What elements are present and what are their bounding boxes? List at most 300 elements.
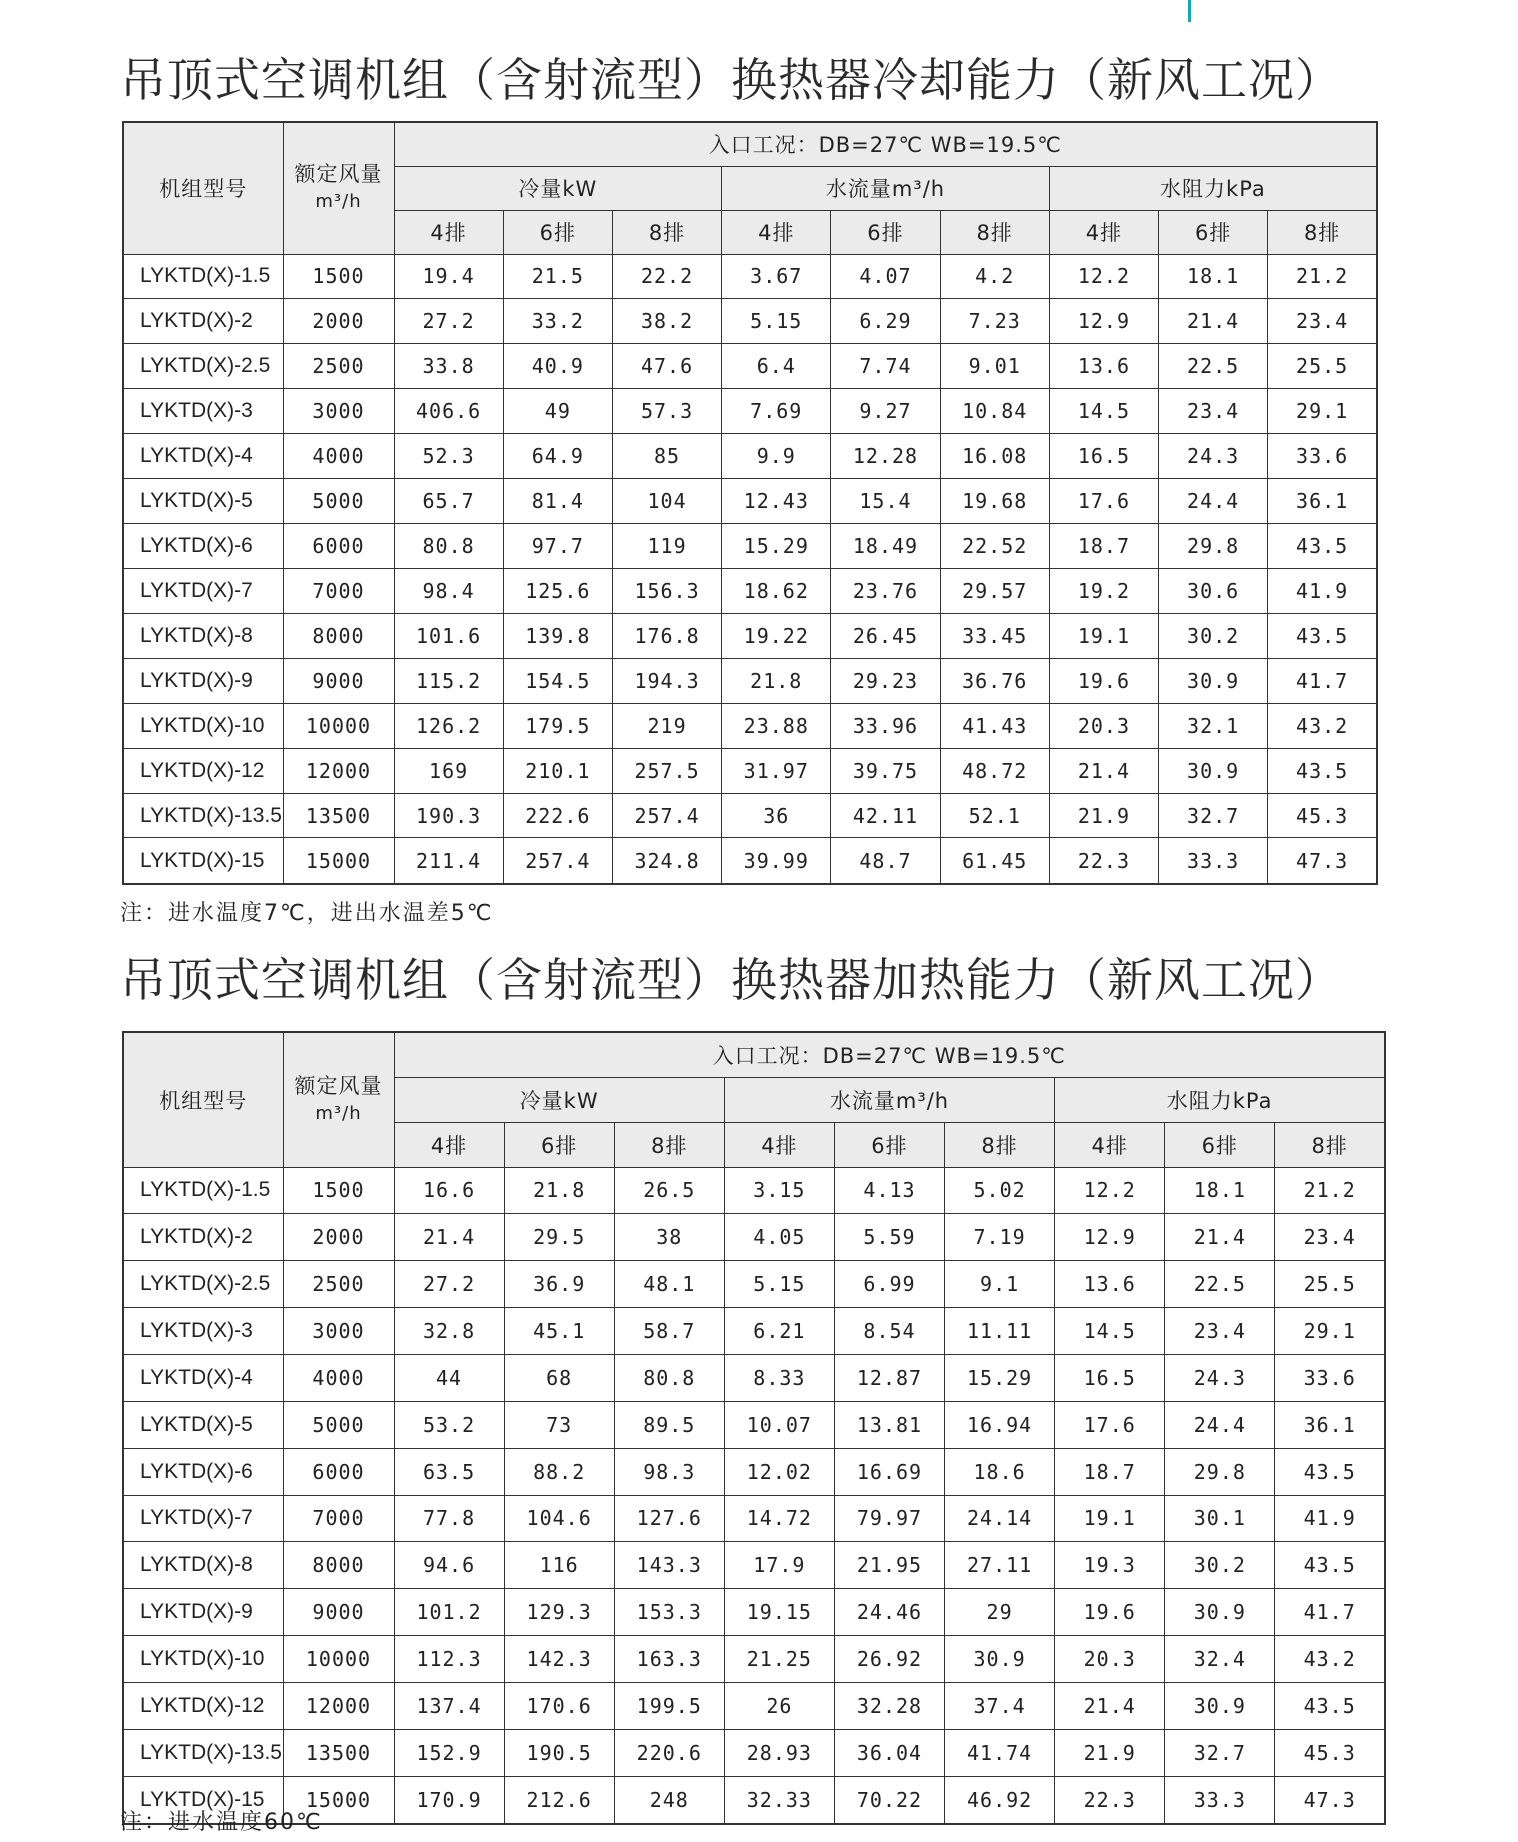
value-cell: 29.57 — [940, 568, 1049, 613]
value-cell: 44 — [394, 1354, 504, 1401]
value-cell: 17.9 — [724, 1542, 834, 1589]
value-cell: 126.2 — [394, 703, 503, 748]
value-cell: 222.6 — [503, 793, 612, 838]
value-cell: 22.3 — [1055, 1776, 1165, 1824]
airflow-header-unit: m³/h — [315, 1102, 362, 1124]
value-cell: 142.3 — [504, 1636, 614, 1683]
value-cell: 12.43 — [722, 479, 831, 524]
value-cell: 23.4 — [1165, 1308, 1275, 1355]
value-cell: 89.5 — [614, 1401, 724, 1448]
value-cell: 104.6 — [504, 1495, 614, 1542]
value-cell: 23.4 — [1159, 389, 1268, 434]
table-row — [123, 1354, 1385, 1401]
value-cell: 5.59 — [834, 1214, 944, 1261]
row-count-header: 8排 — [940, 210, 1049, 254]
row-count-header: 6排 — [834, 1122, 944, 1167]
airflow-cell: 2500 — [283, 344, 394, 389]
airflow-header-label: 额定风量 — [294, 162, 383, 187]
value-cell: 98.4 — [394, 568, 503, 613]
value-cell: 45.1 — [504, 1308, 614, 1355]
value-cell: 14.5 — [1055, 1308, 1165, 1355]
value-cell: 63.5 — [394, 1448, 504, 1495]
value-cell: 19.2 — [1049, 568, 1158, 613]
row-count-header: 4排 — [1055, 1122, 1165, 1167]
value-cell: 211.4 — [394, 838, 503, 884]
value-cell: 21.2 — [1275, 1167, 1385, 1214]
value-cell: 257.4 — [503, 838, 612, 884]
value-cell: 29.5 — [504, 1214, 614, 1261]
value-cell: 15.29 — [945, 1354, 1055, 1401]
table-row — [123, 1448, 1385, 1495]
value-cell: 31.97 — [722, 748, 831, 793]
value-cell: 16.69 — [834, 1448, 944, 1495]
value-cell: 12.28 — [831, 434, 940, 479]
value-cell: 137.4 — [394, 1682, 504, 1729]
value-cell: 21.5 — [503, 254, 612, 299]
value-cell: 36.9 — [504, 1261, 614, 1308]
model-cell: LYKTD(X)-15 — [123, 1776, 283, 1824]
row-count-header: 4排 — [722, 210, 831, 254]
row-count-header: 8排 — [1268, 210, 1377, 254]
value-cell: 190.3 — [394, 793, 503, 838]
value-cell: 47.3 — [1268, 838, 1377, 884]
cooling-capacity-table — [122, 121, 1378, 885]
value-cell: 169 — [394, 748, 503, 793]
value-cell: 77.8 — [394, 1495, 504, 1542]
value-cell: 97.7 — [503, 524, 612, 569]
value-cell: 219 — [612, 703, 721, 748]
table-row — [123, 793, 1377, 838]
value-cell: 13.6 — [1049, 344, 1158, 389]
value-cell: 3.15 — [724, 1167, 834, 1214]
model-header: 机组型号 — [123, 1032, 283, 1167]
value-cell: 15.4 — [831, 479, 940, 524]
value-cell: 22.3 — [1049, 838, 1158, 884]
table-row — [123, 1729, 1385, 1776]
airflow-cell: 13500 — [283, 793, 394, 838]
value-cell: 248 — [614, 1776, 724, 1824]
value-cell: 4.07 — [831, 254, 940, 299]
value-cell: 7.69 — [722, 389, 831, 434]
value-cell: 37.4 — [945, 1682, 1055, 1729]
value-cell: 5.15 — [724, 1261, 834, 1308]
value-cell: 32.7 — [1159, 793, 1268, 838]
value-cell: 43.5 — [1268, 748, 1377, 793]
value-cell: 4.05 — [724, 1214, 834, 1261]
value-cell: 26.45 — [831, 613, 940, 658]
row-count-header: 4排 — [394, 1122, 504, 1167]
value-cell: 21.4 — [1165, 1214, 1275, 1261]
value-cell: 18.1 — [1159, 254, 1268, 299]
airflow-cell: 10000 — [283, 1636, 394, 1683]
value-cell: 22.2 — [612, 254, 721, 299]
value-cell: 29.23 — [831, 658, 940, 703]
value-cell: 38 — [614, 1214, 724, 1261]
model-cell: LYKTD(X)-7 — [123, 1495, 283, 1542]
airflow-cell: 8000 — [283, 613, 394, 658]
value-cell: 14.72 — [724, 1495, 834, 1542]
value-cell: 9.27 — [831, 389, 940, 434]
value-cell: 16.08 — [940, 434, 1049, 479]
model-cell: LYKTD(X)-2.5 — [123, 344, 283, 389]
table-row — [123, 299, 1377, 344]
value-cell: 25.5 — [1275, 1261, 1385, 1308]
table-row — [123, 524, 1377, 569]
value-cell: 32.33 — [724, 1776, 834, 1824]
value-cell: 8.33 — [724, 1354, 834, 1401]
value-cell: 212.6 — [504, 1776, 614, 1824]
value-cell: 33.6 — [1275, 1354, 1385, 1401]
value-cell: 29.1 — [1275, 1308, 1385, 1355]
value-cell: 36.76 — [940, 658, 1049, 703]
value-cell: 14.5 — [1049, 389, 1158, 434]
value-cell: 32.7 — [1165, 1729, 1275, 1776]
model-cell: LYKTD(X)-13.5 — [123, 1729, 283, 1776]
model-cell: LYKTD(X)-2 — [123, 1214, 283, 1261]
value-cell: 11.11 — [945, 1308, 1055, 1355]
airflow-cell: 2000 — [283, 299, 394, 344]
value-cell: 127.6 — [614, 1495, 724, 1542]
value-cell: 5.15 — [722, 299, 831, 344]
value-cell: 190.5 — [504, 1729, 614, 1776]
water-resistance-group-header: 水阻力kPa — [1055, 1077, 1385, 1122]
row-count-header: 6排 — [503, 210, 612, 254]
value-cell: 7.19 — [945, 1214, 1055, 1261]
table-row — [123, 1214, 1385, 1261]
value-cell: 170.6 — [504, 1682, 614, 1729]
value-cell: 39.99 — [722, 838, 831, 884]
value-cell: 49 — [503, 389, 612, 434]
value-cell: 21.9 — [1049, 793, 1158, 838]
airflow-cell: 5000 — [283, 1401, 394, 1448]
value-cell: 70.22 — [834, 1776, 944, 1824]
value-cell: 6.29 — [831, 299, 940, 344]
table-row — [123, 658, 1377, 703]
value-cell: 48.72 — [940, 748, 1049, 793]
airflow-header — [283, 122, 394, 254]
value-cell: 41.9 — [1268, 568, 1377, 613]
cooling-group-header: 冷量kW — [394, 1077, 724, 1122]
row-count-header: 8排 — [945, 1122, 1055, 1167]
value-cell: 33.3 — [1159, 838, 1268, 884]
value-cell: 21.95 — [834, 1542, 944, 1589]
airflow-cell: 15000 — [283, 838, 394, 884]
model-cell: LYKTD(X)-5 — [123, 1401, 283, 1448]
value-cell: 20.3 — [1049, 703, 1158, 748]
airflow-cell: 3000 — [283, 1308, 394, 1355]
value-cell: 6.4 — [722, 344, 831, 389]
value-cell: 21.25 — [724, 1636, 834, 1683]
value-cell: 10.84 — [940, 389, 1049, 434]
value-cell: 257.4 — [612, 793, 721, 838]
value-cell: 18.62 — [722, 568, 831, 613]
value-cell: 33.96 — [831, 703, 940, 748]
value-cell: 80.8 — [614, 1354, 724, 1401]
airflow-cell: 13500 — [283, 1729, 394, 1776]
value-cell: 65.7 — [394, 479, 503, 524]
model-cell: LYKTD(X)-10 — [123, 1636, 283, 1683]
airflow-cell: 1500 — [283, 254, 394, 299]
airflow-cell: 9000 — [283, 658, 394, 703]
value-cell: 22.52 — [940, 524, 1049, 569]
model-cell: LYKTD(X)-15 — [123, 838, 283, 884]
table-row — [123, 1542, 1385, 1589]
value-cell: 324.8 — [612, 838, 721, 884]
value-cell: 26 — [724, 1682, 834, 1729]
value-cell: 41.7 — [1275, 1589, 1385, 1636]
value-cell: 48.7 — [831, 838, 940, 884]
value-cell: 24.3 — [1159, 434, 1268, 479]
value-cell: 43.5 — [1275, 1682, 1385, 1729]
value-cell: 156.3 — [612, 568, 721, 613]
value-cell: 85 — [612, 434, 721, 479]
model-cell: LYKTD(X)-4 — [123, 1354, 283, 1401]
airflow-cell: 7000 — [283, 568, 394, 613]
value-cell: 18.7 — [1055, 1448, 1165, 1495]
row-count-header: 8排 — [614, 1122, 724, 1167]
value-cell: 45.3 — [1275, 1729, 1385, 1776]
table-row — [123, 434, 1377, 479]
value-cell: 43.2 — [1268, 703, 1377, 748]
value-cell: 18.6 — [945, 1448, 1055, 1495]
model-cell: LYKTD(X)-9 — [123, 658, 283, 703]
table-row — [123, 479, 1377, 524]
airflow-cell: 4000 — [283, 434, 394, 479]
value-cell: 115.2 — [394, 658, 503, 703]
value-cell: 22.5 — [1159, 344, 1268, 389]
value-cell: 57.3 — [612, 389, 721, 434]
airflow-cell: 1500 — [283, 1167, 394, 1214]
value-cell: 43.5 — [1268, 524, 1377, 569]
water-resistance-group-header: 水阻力kPa — [1049, 166, 1377, 210]
table-row — [123, 1401, 1385, 1448]
row-count-header: 6排 — [1165, 1122, 1275, 1167]
value-cell: 12.2 — [1049, 254, 1158, 299]
table-row — [123, 1682, 1385, 1729]
value-cell: 19.15 — [724, 1589, 834, 1636]
value-cell: 30.2 — [1165, 1542, 1275, 1589]
heating-table-title: 吊顶式空调机组（含射流型）换热器加热能力（新风工况） — [120, 953, 1342, 1007]
model-cell: LYKTD(X)-2.5 — [123, 1261, 283, 1308]
value-cell: 32.28 — [834, 1682, 944, 1729]
heating-table-body — [123, 1167, 1385, 1824]
table-row — [123, 1636, 1385, 1683]
model-cell: LYKTD(X)-8 — [123, 613, 283, 658]
value-cell: 21.8 — [504, 1167, 614, 1214]
value-cell: 170.9 — [394, 1776, 504, 1824]
value-cell: 21.4 — [1159, 299, 1268, 344]
model-cell: LYKTD(X)-6 — [123, 524, 283, 569]
table-row — [123, 1495, 1385, 1542]
value-cell: 9.9 — [722, 434, 831, 479]
value-cell: 43.5 — [1268, 613, 1377, 658]
table-row — [123, 389, 1377, 434]
value-cell: 7.74 — [831, 344, 940, 389]
value-cell: 30.2 — [1159, 613, 1268, 658]
value-cell: 257.5 — [612, 748, 721, 793]
value-cell: 19.3 — [1055, 1542, 1165, 1589]
value-cell: 16.5 — [1055, 1354, 1165, 1401]
water-flow-group-header: 水流量m³/h — [722, 166, 1050, 210]
airflow-cell: 6000 — [283, 1448, 394, 1495]
value-cell: 28.93 — [724, 1729, 834, 1776]
model-cell: LYKTD(X)-9 — [123, 1589, 283, 1636]
airflow-cell: 8000 — [283, 1542, 394, 1589]
cooling-table-body — [123, 254, 1377, 884]
value-cell: 43.5 — [1275, 1542, 1385, 1589]
airflow-header — [283, 1032, 394, 1167]
value-cell: 5.02 — [945, 1167, 1055, 1214]
value-cell: 194.3 — [612, 658, 721, 703]
value-cell: 101.2 — [394, 1589, 504, 1636]
value-cell: 12.9 — [1055, 1214, 1165, 1261]
airflow-header-unit: m³/h — [315, 191, 362, 213]
table-row — [123, 748, 1377, 793]
value-cell: 24.14 — [945, 1495, 1055, 1542]
value-cell: 30.9 — [1165, 1589, 1275, 1636]
value-cell: 153.3 — [614, 1589, 724, 1636]
value-cell: 41.7 — [1268, 658, 1377, 703]
value-cell: 24.4 — [1165, 1401, 1275, 1448]
value-cell: 23.4 — [1275, 1214, 1385, 1261]
airflow-cell: 9000 — [283, 1589, 394, 1636]
model-cell: LYKTD(X)-7 — [123, 568, 283, 613]
value-cell: 210.1 — [503, 748, 612, 793]
value-cell: 12.9 — [1049, 299, 1158, 344]
airflow-cell: 4000 — [283, 1354, 394, 1401]
airflow-cell: 2500 — [283, 1261, 394, 1308]
value-cell: 80.8 — [394, 524, 503, 569]
value-cell: 21.4 — [1055, 1682, 1165, 1729]
row-count-header: 4排 — [1049, 210, 1158, 254]
value-cell: 24.46 — [834, 1589, 944, 1636]
model-cell: LYKTD(X)-3 — [123, 1308, 283, 1355]
value-cell: 47.6 — [612, 344, 721, 389]
value-cell: 21.9 — [1055, 1729, 1165, 1776]
value-cell: 25.5 — [1268, 344, 1377, 389]
value-cell: 46.92 — [945, 1776, 1055, 1824]
row-count-header: 6排 — [831, 210, 940, 254]
table-row — [123, 1308, 1385, 1355]
value-cell: 29.8 — [1165, 1448, 1275, 1495]
value-cell: 88.2 — [504, 1448, 614, 1495]
value-cell: 23.4 — [1268, 299, 1377, 344]
value-cell: 30.9 — [945, 1636, 1055, 1683]
model-cell: LYKTD(X)-3 — [123, 389, 283, 434]
model-cell: LYKTD(X)-6 — [123, 1448, 283, 1495]
value-cell: 32.8 — [394, 1308, 504, 1355]
value-cell: 406.6 — [394, 389, 503, 434]
value-cell: 30.1 — [1165, 1495, 1275, 1542]
model-header: 机组型号 — [123, 122, 283, 254]
airflow-cell: 15000 — [283, 1776, 394, 1824]
value-cell: 179.5 — [503, 703, 612, 748]
value-cell: 39.75 — [831, 748, 940, 793]
value-cell: 112.3 — [394, 1636, 504, 1683]
value-cell: 10.07 — [724, 1401, 834, 1448]
value-cell: 139.8 — [503, 613, 612, 658]
table-row — [123, 568, 1377, 613]
heating-table-note: 注：进水温度60℃ — [120, 1810, 323, 1835]
airflow-header-label: 额定风量 — [294, 1073, 383, 1098]
value-cell: 12.87 — [834, 1354, 944, 1401]
value-cell: 9.01 — [940, 344, 1049, 389]
value-cell: 19.1 — [1055, 1495, 1165, 1542]
value-cell: 43.5 — [1275, 1448, 1385, 1495]
value-cell: 27.2 — [394, 1261, 504, 1308]
row-count-header: 4排 — [724, 1122, 834, 1167]
value-cell: 30.9 — [1165, 1682, 1275, 1729]
inlet-condition-header: 入口工况：DB=27℃ WB=19.5℃ — [394, 1032, 1385, 1077]
value-cell: 154.5 — [503, 658, 612, 703]
table-row — [123, 1167, 1385, 1214]
value-cell: 20.3 — [1055, 1636, 1165, 1683]
value-cell: 45.3 — [1268, 793, 1377, 838]
value-cell: 42.11 — [831, 793, 940, 838]
value-cell: 27.2 — [394, 299, 503, 344]
value-cell: 18.1 — [1165, 1167, 1275, 1214]
table-row — [123, 838, 1377, 884]
value-cell: 36.1 — [1268, 479, 1377, 524]
value-cell: 19.6 — [1049, 658, 1158, 703]
value-cell: 21.4 — [394, 1214, 504, 1261]
value-cell: 26.92 — [834, 1636, 944, 1683]
table-row — [123, 703, 1377, 748]
value-cell: 4.2 — [940, 254, 1049, 299]
value-cell: 52.3 — [394, 434, 503, 479]
value-cell: 36.04 — [834, 1729, 944, 1776]
value-cell: 6.99 — [834, 1261, 944, 1308]
value-cell: 19.4 — [394, 254, 503, 299]
value-cell: 23.88 — [722, 703, 831, 748]
value-cell: 21.4 — [1049, 748, 1158, 793]
value-cell: 17.6 — [1055, 1401, 1165, 1448]
value-cell: 104 — [612, 479, 721, 524]
value-cell: 33.8 — [394, 344, 503, 389]
value-cell: 27.11 — [945, 1542, 1055, 1589]
value-cell: 18.49 — [831, 524, 940, 569]
value-cell: 19.1 — [1049, 613, 1158, 658]
value-cell: 61.45 — [940, 838, 1049, 884]
value-cell: 33.3 — [1165, 1776, 1275, 1824]
value-cell: 152.9 — [394, 1729, 504, 1776]
value-cell: 41.9 — [1275, 1495, 1385, 1542]
row-count-header: 6排 — [1159, 210, 1268, 254]
value-cell: 52.1 — [940, 793, 1049, 838]
model-cell: LYKTD(X)-12 — [123, 1682, 283, 1729]
value-cell: 22.5 — [1165, 1261, 1275, 1308]
value-cell: 143.3 — [614, 1542, 724, 1589]
value-cell: 58.7 — [614, 1308, 724, 1355]
value-cell: 79.97 — [834, 1495, 944, 1542]
airflow-cell: 7000 — [283, 1495, 394, 1542]
value-cell: 176.8 — [612, 613, 721, 658]
model-cell: LYKTD(X)-1.5 — [123, 1167, 283, 1214]
value-cell: 33.6 — [1268, 434, 1377, 479]
model-cell: LYKTD(X)-2 — [123, 299, 283, 344]
airflow-cell: 6000 — [283, 524, 394, 569]
value-cell: 94.6 — [394, 1542, 504, 1589]
value-cell: 12.02 — [724, 1448, 834, 1495]
value-cell: 64.9 — [503, 434, 612, 479]
value-cell: 41.74 — [945, 1729, 1055, 1776]
value-cell: 53.2 — [394, 1401, 504, 1448]
value-cell: 81.4 — [503, 479, 612, 524]
value-cell: 16.6 — [394, 1167, 504, 1214]
value-cell: 41.43 — [940, 703, 1049, 748]
model-cell: LYKTD(X)-10 — [123, 703, 283, 748]
value-cell: 23.76 — [831, 568, 940, 613]
